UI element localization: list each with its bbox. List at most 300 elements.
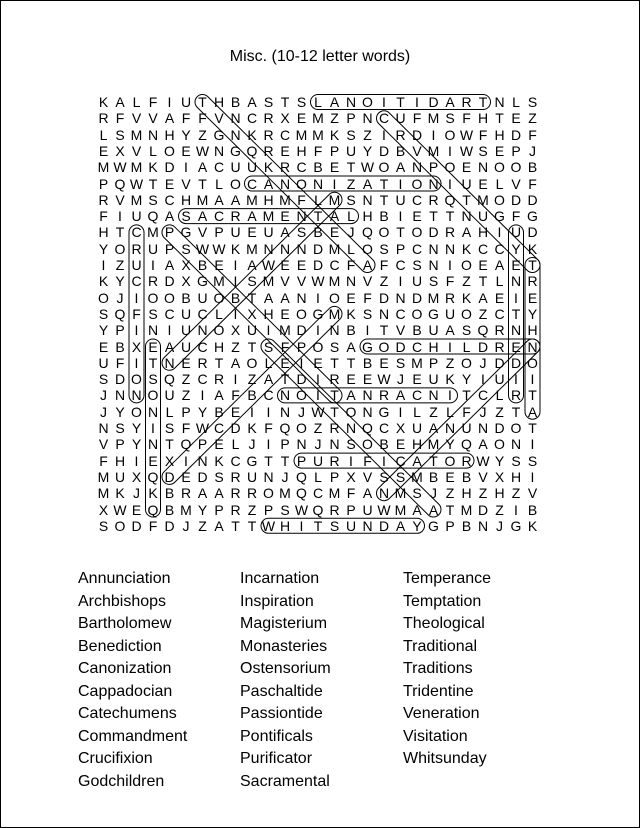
grid-letter: G — [213, 126, 225, 143]
grid-letter: O — [329, 289, 340, 306]
grid-letter: N — [213, 142, 225, 159]
grid-letter: T — [511, 403, 521, 420]
grid-letter: H — [180, 191, 192, 208]
grid-letter: R — [279, 159, 291, 176]
grid-letter: V — [412, 142, 422, 159]
grid-letter: G — [378, 403, 390, 420]
grid-letter: S — [379, 240, 389, 257]
grid-letter: N — [362, 517, 373, 534]
grid-letter: W — [476, 452, 490, 469]
grid-letter: H — [477, 110, 489, 127]
grid-letter: N — [296, 240, 307, 257]
grid-letter: I — [134, 289, 139, 306]
grid-letter: I — [151, 420, 155, 436]
grid-letter: T — [330, 387, 339, 404]
grid-letter: C — [213, 420, 225, 436]
grid-letter: S — [247, 273, 257, 290]
grid-letter: O — [213, 289, 225, 306]
grid-letter: F — [99, 452, 108, 469]
grid-letter: A — [197, 159, 208, 176]
grid-letter: U — [246, 468, 258, 485]
grid-letter: O — [164, 289, 175, 306]
grid-letter: B — [461, 468, 472, 485]
word-list-item: Inspiration — [240, 592, 314, 610]
grid-letter: U — [461, 420, 472, 436]
grid-letter: P — [280, 436, 290, 453]
grid-letter: I — [398, 403, 403, 420]
grid-letter: O — [230, 175, 241, 192]
grid-letter: C — [494, 240, 505, 257]
grid-letter: P — [181, 403, 191, 420]
grid-letter: C — [477, 240, 489, 257]
grid-letter: B — [214, 403, 224, 420]
grid-letter: Z — [528, 110, 537, 127]
grid-letter: B — [379, 436, 389, 453]
grid-letter: K — [461, 289, 472, 306]
grid-letter: A — [346, 338, 356, 355]
word-list-item: Archbishops — [78, 592, 167, 610]
grid-letter: S — [362, 305, 373, 322]
grid-letter: O — [147, 289, 159, 306]
grid-letter: N — [230, 110, 241, 127]
grid-letter: D — [510, 354, 522, 371]
grid-letter: L — [231, 436, 240, 453]
grid-letter: R — [230, 501, 241, 518]
grid-letter: T — [330, 403, 339, 420]
word-list-item: Passiontide — [240, 705, 323, 722]
grid-letter: E — [280, 142, 290, 159]
grid-letter: I — [167, 322, 172, 339]
grid-letter: U — [164, 387, 175, 404]
grid-letter: L — [314, 468, 322, 485]
grid-letter: E — [395, 436, 406, 453]
grid-letter: G — [510, 517, 522, 534]
grid-letter: A — [263, 371, 274, 388]
grid-letter: S — [445, 110, 455, 127]
grid-letter: T — [247, 338, 257, 355]
grid-letter: T — [115, 224, 125, 241]
grid-letter: N — [329, 322, 340, 339]
grid-letter: E — [329, 224, 340, 241]
grid-letter: Q — [147, 468, 159, 485]
grid-letter: M — [328, 485, 341, 502]
grid-letter: Q — [296, 485, 307, 502]
grid-letter: Q — [246, 142, 258, 159]
grid-letter: F — [346, 257, 356, 273]
grid-letter: T — [313, 517, 323, 534]
grid-letter: C — [395, 305, 406, 322]
word-list-item: Incarnation — [240, 570, 320, 587]
grid-letter: R — [494, 338, 505, 355]
grid-letter: N — [444, 240, 456, 257]
grid-letter: F — [462, 403, 471, 420]
grid-letter: J — [479, 354, 487, 371]
grid-letter: I — [184, 159, 188, 176]
grid-letter: D — [164, 273, 175, 290]
grid-letter: N — [477, 420, 489, 436]
grid-letter: J — [430, 485, 437, 502]
grid-letter: S — [263, 94, 274, 110]
grid-letter: V — [527, 485, 538, 502]
word-list-item: Paschaltide — [240, 682, 323, 700]
word-list-column-1 — [78, 568, 187, 793]
grid-letter: H — [461, 485, 472, 502]
grid-letter: E — [494, 142, 505, 159]
grid-letter: S — [98, 305, 109, 322]
grid-letter: R — [329, 420, 340, 436]
grid-letter: T — [198, 94, 207, 110]
grid-letter: Z — [478, 305, 488, 322]
grid-letter: N — [98, 420, 109, 436]
grid-letter: M — [147, 224, 159, 241]
grid-letter: C — [411, 191, 423, 208]
grid-letter: I — [448, 338, 452, 355]
grid-letter: J — [133, 485, 140, 502]
grid-letter: Y — [181, 126, 191, 143]
word-list-item: Crucifixion — [78, 750, 153, 767]
grid-letter: S — [263, 338, 274, 355]
grid-letter: E — [379, 354, 389, 371]
grid-letter: R — [197, 354, 208, 371]
grid-letter: K — [98, 94, 109, 110]
grid-letter: D — [428, 94, 439, 110]
grid-letter: F — [297, 191, 306, 208]
grid-letter: F — [363, 452, 372, 469]
grid-letter: O — [494, 191, 505, 208]
grid-letter: Z — [445, 485, 455, 502]
grid-letter: D — [395, 338, 406, 355]
grid-letter: E — [148, 452, 158, 469]
word-list-item: Veneration — [403, 705, 480, 722]
grid-letter: V — [148, 110, 158, 127]
grid-letter: Z — [247, 501, 257, 518]
grid-letter: D — [164, 517, 175, 534]
grid-letter: S — [214, 468, 224, 485]
grid-letter: Q — [444, 191, 456, 208]
grid-letter: Q — [180, 436, 192, 453]
grid-letter: A — [428, 420, 439, 436]
grid-letter: E — [148, 338, 158, 355]
grid-letter: F — [264, 420, 273, 436]
grid-letter: N — [345, 420, 357, 436]
grid-letter: U — [395, 191, 406, 208]
grid-letter: R — [98, 191, 109, 208]
grid-letter: W — [129, 175, 144, 192]
grid-letter: M — [477, 191, 489, 208]
grid-letter: F — [462, 110, 471, 127]
grid-letter: C — [411, 338, 423, 355]
grid-letter: M — [130, 159, 143, 176]
word-list-item: Ostensorium — [240, 660, 331, 677]
grid-letter: P — [329, 468, 340, 485]
grid-letter: O — [461, 354, 472, 371]
grid-letter: O — [494, 436, 505, 453]
grid-letter: A — [346, 387, 356, 404]
grid-letter: O — [296, 175, 307, 192]
grid-letter: O — [98, 289, 109, 306]
grid-letter: N — [510, 322, 522, 339]
grid-letter: W — [377, 371, 391, 388]
grid-letter: F — [148, 94, 158, 110]
grid-letter: U — [246, 322, 258, 339]
grid-letter: R — [329, 452, 340, 469]
grid-letter: C — [131, 273, 142, 290]
grid-letter: F — [528, 126, 537, 143]
grid-letter: N — [477, 159, 489, 176]
grid-letter: A — [494, 257, 505, 273]
grid-letter: E — [511, 338, 521, 355]
grid-letter: E — [329, 159, 340, 176]
grid-letter: A — [115, 94, 125, 110]
grid-letter: J — [529, 142, 536, 159]
grid-letter: J — [281, 468, 289, 485]
word-list-item: Tridentine — [403, 682, 474, 700]
grid-letter: S — [395, 354, 406, 371]
grid-letter: T — [478, 273, 488, 290]
grid-letter: F — [99, 208, 108, 225]
word-list-item: Cappadocian — [78, 682, 173, 700]
grid-letter: R — [329, 501, 340, 518]
grid-letter: I — [316, 322, 320, 339]
grid-letter: D — [527, 191, 538, 208]
grid-letter: H — [114, 452, 126, 469]
grid-letter: E — [164, 175, 175, 192]
grid-letter: M — [460, 501, 473, 518]
grid-letter: D — [131, 517, 142, 534]
grid-letter: F — [198, 110, 207, 127]
grid-letter: T — [148, 354, 158, 371]
grid-letter: A — [478, 289, 488, 306]
grid-letter: I — [398, 273, 403, 290]
grid-letter: H — [527, 322, 538, 339]
grid-letter: C — [164, 191, 175, 208]
grid-letter: U — [411, 273, 423, 290]
grid-letter: O — [411, 224, 423, 241]
grid-letter: V — [115, 191, 125, 208]
grid-letter: M — [328, 305, 341, 322]
grid-letter: Q — [147, 208, 159, 225]
grid-letter: U — [98, 354, 109, 371]
grid-letter: I — [448, 387, 452, 404]
grid-letter: V — [131, 110, 142, 127]
grid-letter: E — [346, 289, 356, 306]
grid-letter: H — [362, 208, 373, 225]
grid-letter: Y — [362, 142, 373, 159]
grid-letter: X — [131, 468, 142, 485]
grid-letter: E — [214, 257, 224, 273]
grid-letter: B — [461, 517, 472, 534]
grid-letter: O — [131, 371, 142, 388]
grid-letter: Y — [527, 305, 538, 322]
grid-letter: S — [478, 142, 488, 159]
grid-letter: I — [250, 403, 254, 420]
grid-letter: L — [264, 354, 273, 371]
grid-letter: V — [197, 224, 208, 241]
grid-letter: U — [461, 175, 472, 192]
grid-letter: N — [164, 354, 175, 371]
grid-letter: O — [147, 387, 159, 404]
grid-letter: W — [212, 240, 226, 257]
word-list-item: Traditions — [403, 660, 473, 677]
grid-letter: I — [184, 452, 188, 469]
grid-letter: A — [362, 257, 373, 273]
grid-letter: R — [461, 452, 472, 469]
grid-letter: P — [115, 322, 125, 339]
grid-letter: O — [164, 142, 175, 159]
grid-letter: A — [214, 517, 224, 534]
grid-letter: N — [147, 322, 159, 339]
grid-letter: U — [197, 289, 208, 306]
grid-letter: R — [461, 94, 472, 110]
grid-letter: A — [164, 257, 175, 273]
grid-letter: K — [346, 305, 356, 322]
grid-letter: U — [180, 305, 192, 322]
grid-letter: I — [316, 387, 320, 404]
grid-letter: M — [262, 273, 275, 290]
grid-letter: R — [180, 485, 192, 502]
grid-letter: F — [148, 517, 158, 534]
grid-letter: K — [214, 452, 224, 469]
grid-letter: T — [429, 208, 438, 225]
grid-letter: E — [247, 224, 257, 241]
word-list-item: Commandment — [78, 727, 188, 745]
grid-letter: Z — [445, 354, 455, 371]
grid-letter: A — [247, 208, 257, 225]
grid-letter: A — [478, 436, 488, 453]
grid-letter: R — [444, 224, 456, 241]
grid-letter: O — [444, 126, 456, 143]
grid-letter: R — [395, 126, 406, 143]
grid-letter: U — [510, 224, 522, 241]
grid-letter: T — [247, 289, 257, 306]
grid-letter: T — [445, 208, 455, 225]
grid-letter: O — [527, 354, 538, 371]
grid-letter: U — [477, 208, 489, 225]
grid-letter: K — [263, 159, 274, 176]
grid-letter: S — [98, 517, 109, 534]
grid-letter: E — [461, 159, 472, 176]
grid-letter: U — [345, 517, 357, 534]
grid-letter: N — [428, 175, 439, 192]
grid-letter: D — [477, 501, 489, 518]
grid-letter: S — [148, 371, 158, 388]
grid-letter: K — [527, 240, 538, 257]
grid-letter: U — [428, 322, 439, 339]
grid-letter: P — [197, 436, 208, 453]
grid-letter: D — [378, 517, 390, 534]
grid-letter: C — [312, 485, 324, 502]
grid-letter: W — [294, 501, 309, 518]
grid-letter: U — [230, 159, 241, 176]
grid-letter: W — [459, 126, 474, 143]
grid-letter: I — [431, 126, 436, 143]
grid-letter: J — [100, 403, 107, 420]
grid-letter: R — [213, 371, 225, 388]
grid-letter: C — [197, 371, 208, 388]
grid-letter: H — [477, 224, 489, 241]
grid-letter: O — [246, 354, 258, 371]
grid-letter: T — [148, 175, 158, 192]
grid-letter: F — [115, 110, 125, 127]
grid-letter: T — [462, 387, 471, 404]
grid-letter: X — [181, 273, 191, 290]
grid-letter: H — [213, 338, 225, 355]
grid-letter: I — [167, 94, 172, 110]
grid-letter: T — [379, 322, 389, 339]
grid-letter: U — [395, 110, 406, 127]
grid-letter: G — [246, 452, 258, 469]
grid-letter: I — [530, 436, 535, 453]
grid-letter: Z — [495, 403, 504, 420]
grid-letter: G — [312, 305, 324, 322]
grid-letter: I — [514, 371, 518, 388]
grid-letter: Z — [198, 517, 207, 534]
grid-letter: P — [428, 354, 439, 371]
grid-letter: T — [462, 191, 471, 208]
grid-letter: R — [263, 110, 274, 127]
grid-letter: I — [349, 452, 353, 469]
grid-letter: A — [197, 485, 208, 502]
grid-letter: F — [363, 289, 372, 306]
grid-letter: S — [346, 436, 356, 453]
grid-letter: X — [131, 338, 142, 355]
word-list-item: Visitation — [403, 727, 468, 745]
grid-letter: P — [346, 110, 356, 127]
grid-letter: S — [115, 126, 125, 143]
grid-letter: X — [98, 501, 109, 518]
grid-letter: I — [134, 322, 139, 339]
grid-letter: R — [98, 110, 109, 127]
grid-letter: D — [296, 322, 307, 339]
grid-letter: V — [362, 273, 373, 290]
grid-letter: N — [395, 289, 406, 306]
grid-letter: A — [362, 175, 373, 192]
grid-letter: N — [362, 403, 373, 420]
grid-letter: O — [114, 517, 126, 534]
grid-letter: E — [478, 257, 488, 273]
grid-letter: N — [197, 322, 208, 339]
grid-letter: X — [280, 110, 290, 127]
grid-letter: A — [263, 289, 274, 306]
grid-letter: M — [130, 191, 143, 208]
grid-letter: A — [428, 501, 439, 518]
grid-letter: P — [115, 436, 125, 453]
grid-letter: I — [514, 501, 518, 518]
grid-letter: H — [263, 305, 274, 322]
grid-letter: P — [263, 501, 274, 518]
word-list-item: Whitsunday — [403, 750, 487, 767]
grid-letter: E — [445, 468, 455, 485]
grid-letter: F — [313, 142, 323, 159]
grid-letter: M — [97, 159, 110, 176]
grid-letter: R — [230, 468, 241, 485]
grid-letter: W — [360, 159, 375, 176]
grid-letter: B — [527, 501, 538, 518]
grid-letter: A — [280, 224, 290, 241]
grid-letter: A — [362, 485, 373, 502]
grid-letter: C — [197, 338, 208, 355]
word-list-item: Temperance — [403, 570, 492, 587]
grid-letter: B — [197, 257, 208, 273]
grid-letter: U — [131, 257, 142, 273]
grid-letter: V — [511, 175, 521, 192]
grid-letter: R — [428, 191, 439, 208]
grid-letter: I — [316, 289, 320, 306]
grid-letter: T — [165, 436, 174, 453]
grid-letter: K — [527, 517, 538, 534]
grid-letter: F — [379, 257, 389, 273]
grid-letter: M — [427, 142, 440, 159]
